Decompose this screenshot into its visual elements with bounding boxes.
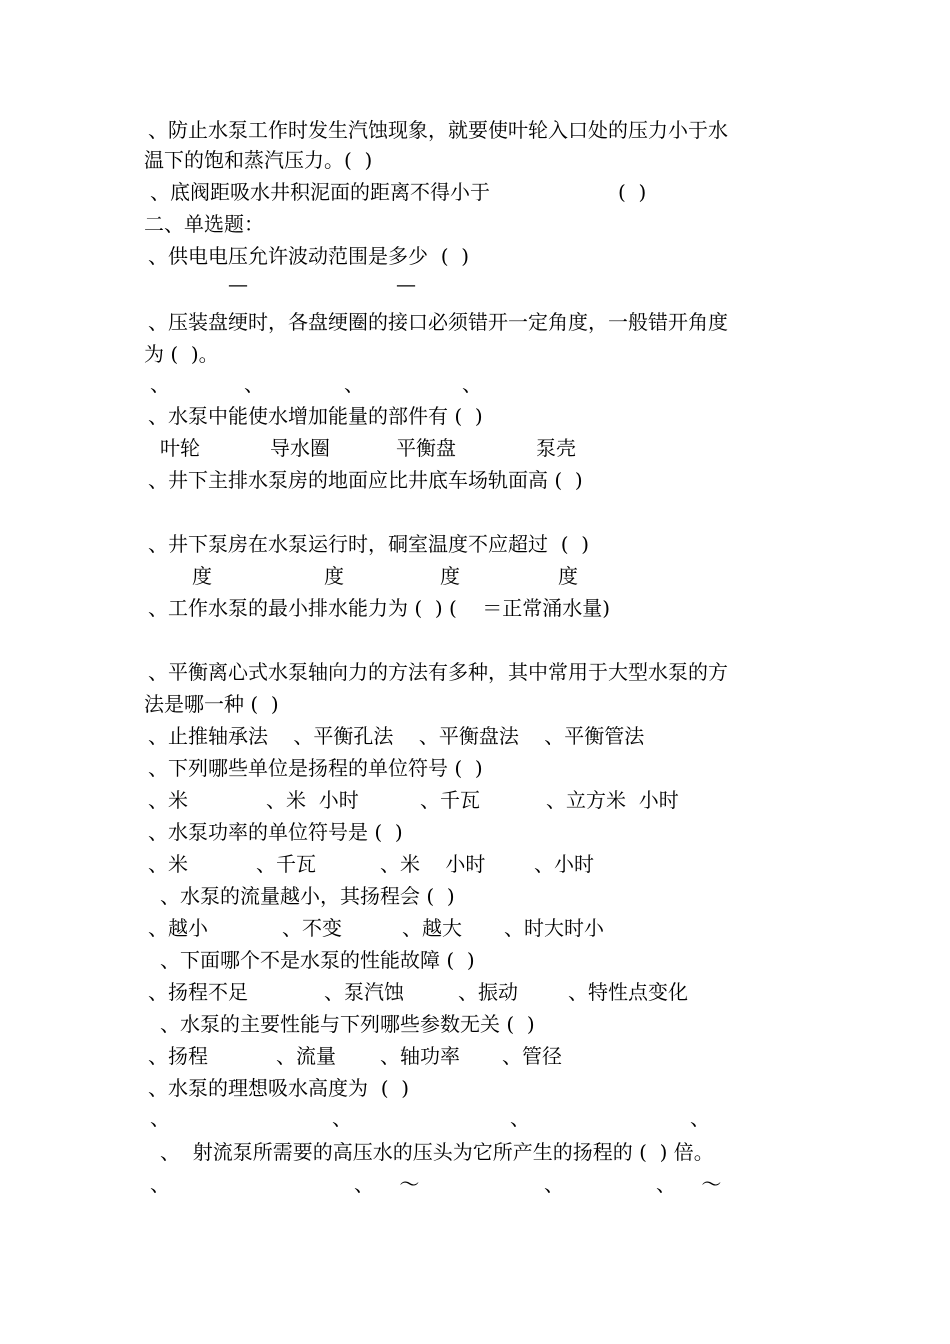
text-segment: 、水泵中能使水增加能量的部件有 ( )	[148, 404, 483, 428]
text-segment: 、米	[148, 852, 188, 876]
text-segment: —	[228, 272, 248, 296]
text-segment: 二、单选题：	[144, 212, 264, 236]
text-segment: 、平衡离心式水泵轴向力的方法有多种，其中常用于大型水泵的方	[148, 660, 728, 684]
text-segment: 、扬程不足	[148, 980, 248, 1004]
text-segment: 、压装盘绠时，各盘绠圈的接口必须错开一定角度，一般错开角度	[148, 310, 728, 334]
text-segment: 、	[150, 1172, 170, 1196]
text-segment: 、	[462, 372, 482, 396]
text-segment: 、 射流泵所需要的高压水的压头为它所产生的扬程的 ( ) 倍。	[160, 1140, 714, 1164]
text-segment: 、下列哪些单位是扬程的单位符号 ( )	[148, 756, 483, 780]
text-segment: 、小时	[534, 852, 594, 876]
text-segment: 、井下主排水泵房的地面应比井底车场轨面高 ( )	[148, 468, 583, 492]
text-segment: 法是哪一种 ( )	[144, 692, 279, 716]
text-segment: 、 ～	[656, 1172, 722, 1196]
text-segment: 、时大时小	[504, 916, 604, 940]
text-segment: 、振动	[458, 980, 518, 1004]
text-segment: 、不变	[282, 916, 342, 940]
text-segment: 、米 小时	[266, 788, 359, 812]
text-segment: 、	[150, 1106, 170, 1130]
text-segment: 度	[324, 564, 344, 588]
text-segment: 、底阀距吸水井积泥面的距离不得小于	[150, 180, 490, 204]
text-segment: 、工作水泵的最小排水能力为 ( ) ( ＝正常涌水量)	[148, 596, 611, 620]
text-segment: 、井下泵房在水泵运行时，硐室温度不应超过 ( )	[148, 532, 590, 556]
text-segment: 、水泵功率的单位符号是 ( )	[148, 820, 403, 844]
text-segment: ( )	[618, 180, 647, 204]
text-segment: 、水泵的主要性能与下列哪些参数无关 ( )	[160, 1012, 535, 1036]
text-segment: 、千瓦	[256, 852, 316, 876]
text-segment: 、供电电压允许波动范围是多少 ( )	[148, 244, 470, 268]
text-segment: 、	[544, 1172, 564, 1196]
text-segment: 导水圈	[270, 436, 330, 460]
text-segment: 、水泵的流量越小，其扬程会 ( )	[160, 884, 455, 908]
text-segment: 、水泵的理想吸水高度为 ( )	[148, 1076, 410, 1100]
text-segment: 、	[344, 372, 364, 396]
text-segment: 、米 小时	[380, 852, 486, 876]
text-segment: 、管径	[502, 1044, 562, 1068]
text-segment: 度	[440, 564, 460, 588]
text-segment: 、	[150, 372, 170, 396]
text-segment: 度	[558, 564, 578, 588]
text-segment: 、泵汽蚀	[324, 980, 404, 1004]
text-segment: 平衡盘	[396, 436, 456, 460]
text-segment: 、流量	[276, 1044, 336, 1068]
text-segment: 、特性点变化	[568, 980, 688, 1004]
text-segment: 、米	[148, 788, 188, 812]
text-segment: 、下面哪个不是水泵的性能故障 ( )	[160, 948, 475, 972]
text-segment: 、越小	[148, 916, 208, 940]
text-segment: 、防止水泵工作时发生汽蚀现象，就要使叶轮入口处的压力小于水	[148, 118, 728, 142]
text-segment: 叶轮	[160, 436, 200, 460]
text-segment: 、	[510, 1106, 530, 1130]
text-segment: 、止推轴承法 、平衡孔法 、平衡盘法 、平衡管法	[148, 724, 645, 748]
text-segment: 度	[192, 564, 212, 588]
text-segment: 、轴功率	[380, 1044, 460, 1068]
text-segment: 、 ～	[354, 1172, 420, 1196]
text-segment: 、	[332, 1106, 352, 1130]
text-segment: 、扬程	[148, 1044, 208, 1068]
text-segment: —	[396, 272, 416, 296]
text-segment: 为 ( )。	[144, 342, 219, 366]
text-segment: 温下的饱和蒸汽压力。( )	[144, 148, 373, 172]
text-segment: 、	[690, 1106, 710, 1130]
text-segment: 、	[244, 372, 264, 396]
text-segment: 、立方米 小时	[546, 788, 679, 812]
text-segment: 、千瓦	[420, 788, 480, 812]
text-segment: 、越大	[402, 916, 462, 940]
text-segment: 泵壳	[536, 436, 576, 460]
